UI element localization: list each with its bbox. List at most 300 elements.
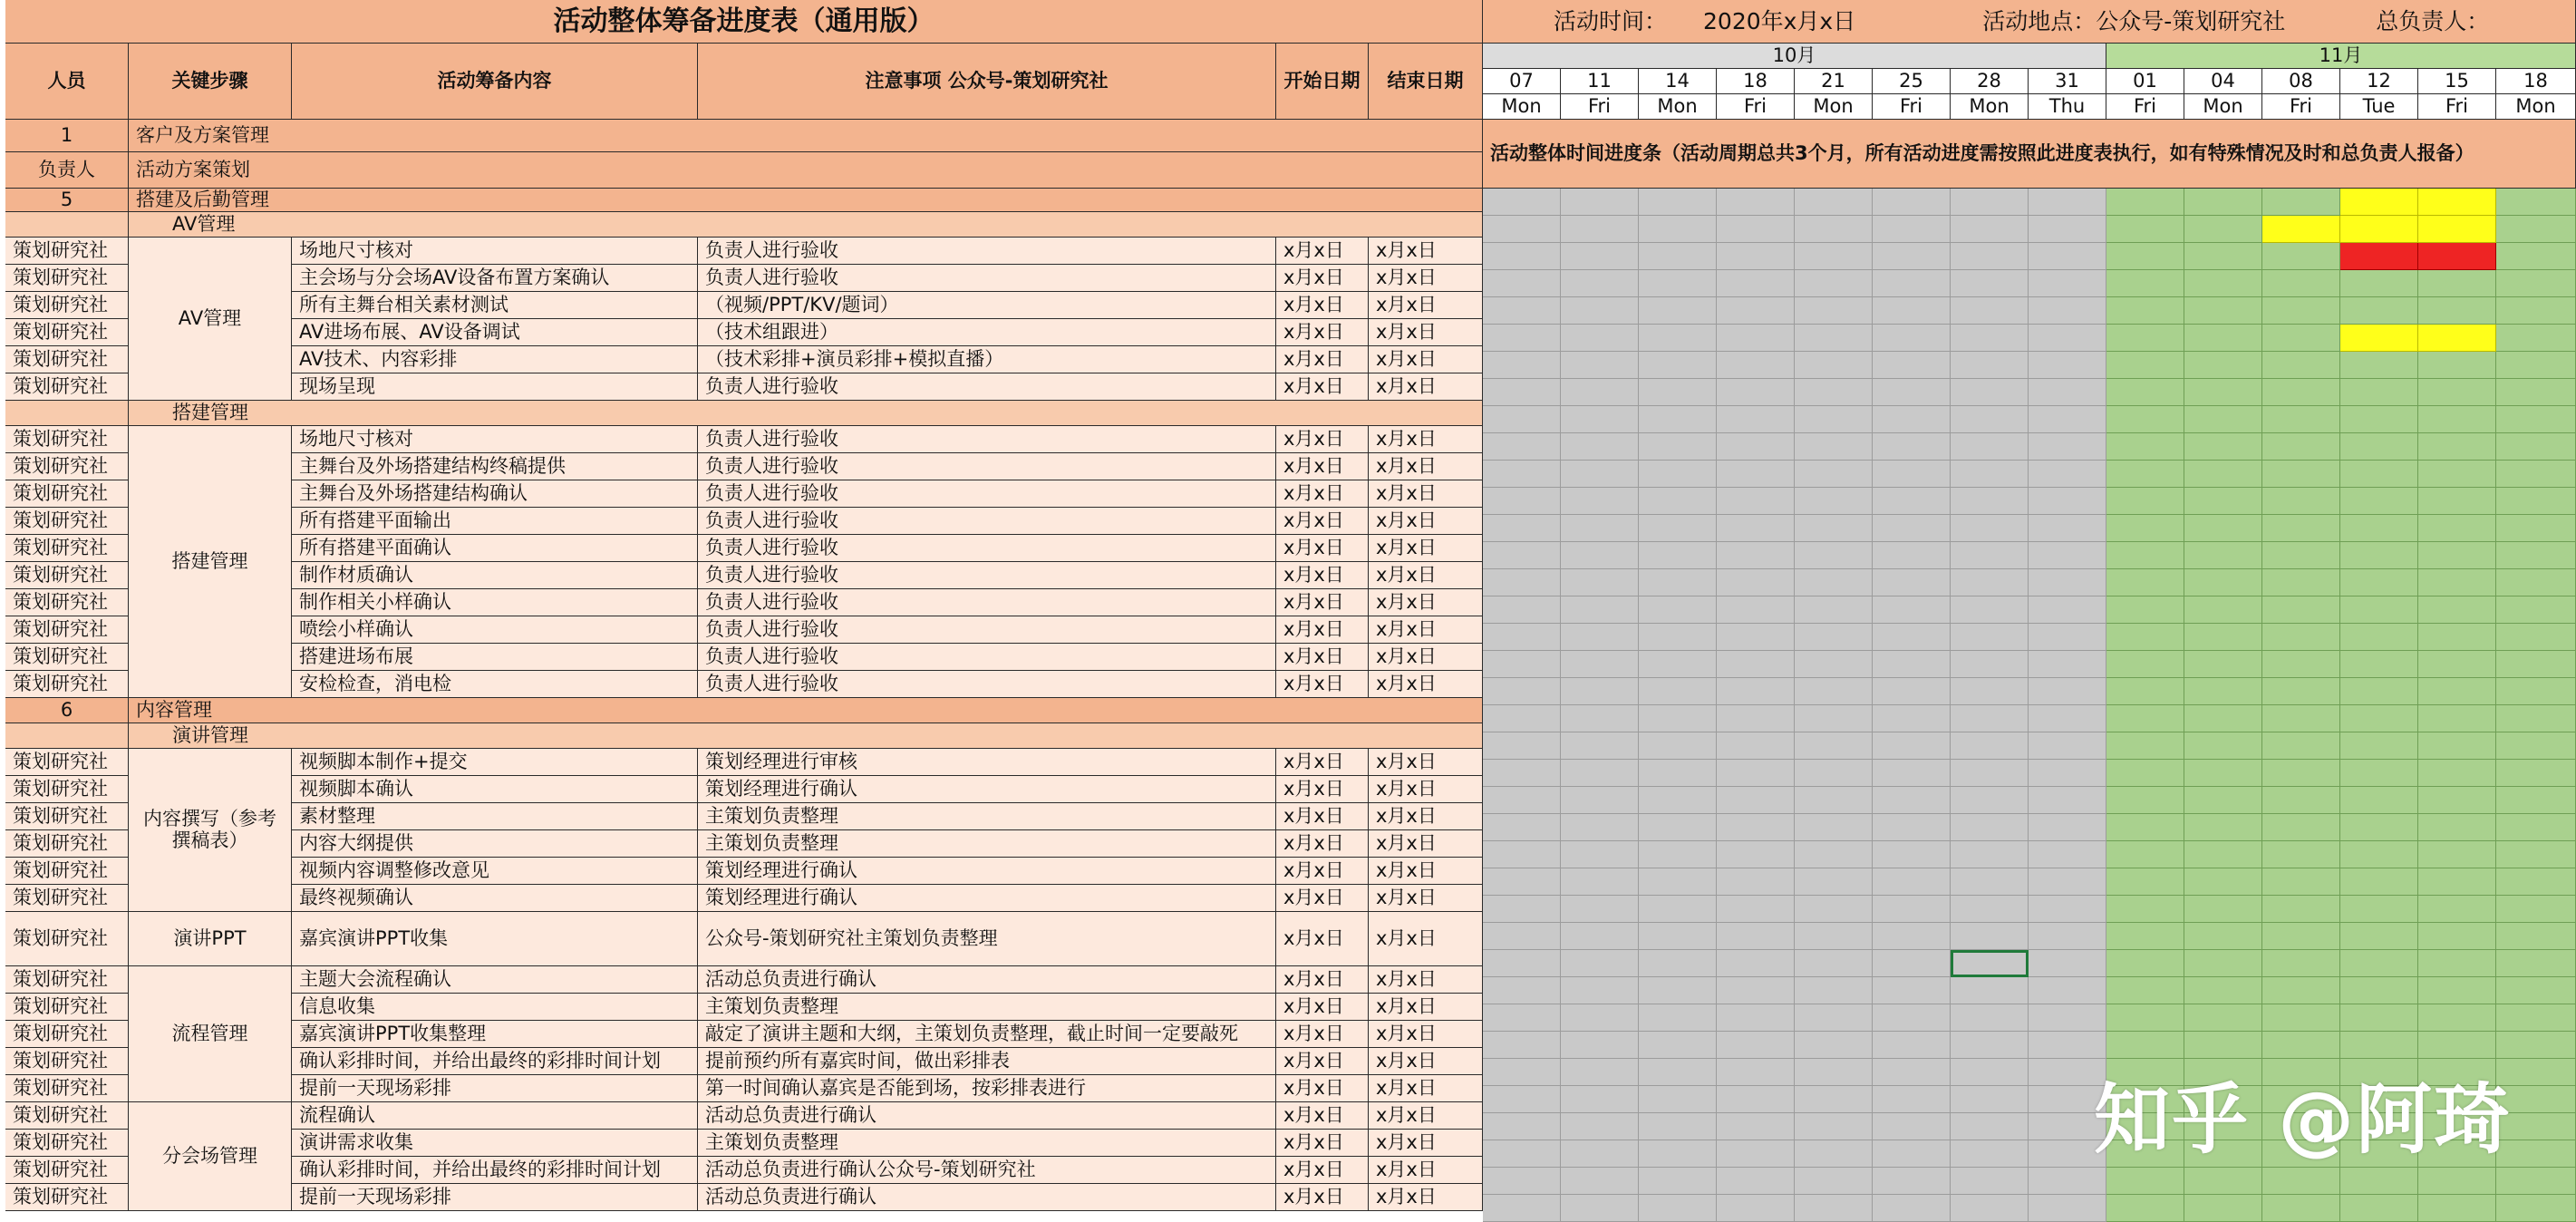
row-content-1[interactable]: 主会场与分会场AV设备布置方案确认 — [292, 265, 698, 292]
row-end-4[interactable]: x月x日 — [1369, 346, 1483, 373]
timeline-cell[interactable] — [2262, 596, 2340, 624]
timeline-cell[interactable] — [1483, 868, 1561, 896]
timeline-cell[interactable] — [1717, 515, 1795, 542]
timeline-cell[interactable] — [1561, 841, 1639, 868]
timeline-cell[interactable] — [1873, 433, 1951, 461]
row-end-19[interactable]: x月x日 — [1369, 830, 1483, 858]
timeline-cell[interactable] — [2496, 189, 2576, 216]
timeline-cell[interactable] — [2340, 814, 2418, 841]
timeline-cell[interactable] — [1717, 379, 1795, 406]
timeline-cell[interactable] — [2262, 243, 2340, 270]
timeline-cell[interactable] — [1795, 515, 1873, 542]
timeline-cell[interactable] — [1795, 868, 1873, 896]
timeline-cell[interactable] — [2184, 705, 2262, 732]
timeline-cell[interactable] — [2418, 841, 2496, 868]
timeline-cell[interactable] — [1483, 950, 1561, 977]
timeline-cell[interactable] — [1873, 896, 1951, 923]
timeline-cell[interactable] — [1873, 977, 1951, 1004]
timeline-cell[interactable] — [1483, 569, 1561, 596]
timeline-cell[interactable] — [1483, 243, 1561, 270]
timeline-cell[interactable] — [1717, 406, 1795, 433]
timeline-cell[interactable] — [2029, 325, 2106, 352]
timeline-cell[interactable] — [1795, 461, 1873, 488]
row-content-20[interactable]: 视频内容调整修改意见 — [292, 858, 698, 885]
date-header-0[interactable]: 07 — [1483, 69, 1561, 94]
row-end-5[interactable]: x月x日 — [1369, 373, 1483, 401]
timeline-cell[interactable] — [1717, 1168, 1795, 1195]
row-end-23[interactable]: x月x日 — [1369, 966, 1483, 994]
timeline-cell[interactable] — [1483, 651, 1561, 678]
row-note-30[interactable]: 活动总负责进行确认公众号-策划研究社 — [698, 1157, 1276, 1184]
timeline-cell[interactable] — [1639, 896, 1717, 923]
timeline-cell[interactable] — [1873, 325, 1951, 352]
row-person-17[interactable]: 策划研究社 — [5, 776, 129, 803]
timeline-cell[interactable] — [1639, 678, 1717, 705]
timeline-cell[interactable] — [1483, 678, 1561, 705]
date-header-1[interactable]: 11 — [1561, 69, 1639, 94]
timeline-cell[interactable] — [1795, 352, 1873, 379]
timeline-cell[interactable] — [1873, 488, 1951, 515]
timeline-cell[interactable] — [2262, 787, 2340, 814]
timeline-cell[interactable] — [2340, 243, 2418, 270]
row-end-1[interactable]: x月x日 — [1369, 265, 1483, 292]
timeline-cell[interactable] — [2262, 1032, 2340, 1059]
row-note-26[interactable]: 提前预约所有嘉宾时间，做出彩排表 — [698, 1048, 1276, 1075]
timeline-cell[interactable] — [2262, 433, 2340, 461]
timeline-cell[interactable] — [2418, 352, 2496, 379]
timeline-cell[interactable] — [2262, 732, 2340, 760]
timeline-cell[interactable] — [2106, 950, 2184, 977]
timeline-cell[interactable] — [1873, 624, 1951, 651]
row-person-11[interactable]: 策划研究社 — [5, 562, 129, 589]
timeline-cell[interactable] — [2418, 814, 2496, 841]
row-person-31[interactable]: 策划研究社 — [5, 1184, 129, 1211]
row-content-16[interactable]: 视频脚本制作+提交 — [292, 749, 698, 776]
column-header-1[interactable]: 关键步骤 — [129, 44, 292, 120]
timeline-cell[interactable] — [2106, 542, 2184, 569]
row-end-2[interactable]: x月x日 — [1369, 292, 1483, 319]
timeline-cell[interactable] — [1639, 243, 1717, 270]
row-content-30[interactable]: 确认彩排时间，并给出最终的彩排时间计划 — [292, 1157, 698, 1184]
timeline-cell[interactable] — [1795, 923, 1873, 950]
timeline-cell[interactable] — [2184, 243, 2262, 270]
timeline-cell[interactable] — [1561, 678, 1639, 705]
timeline-cell[interactable] — [2262, 216, 2340, 243]
row-end-30[interactable]: x月x日 — [1369, 1157, 1483, 1184]
timeline-cell[interactable] — [1717, 569, 1795, 596]
row-start-7[interactable]: x月x日 — [1276, 453, 1369, 480]
timeline-cell[interactable] — [1795, 814, 1873, 841]
timeline-cell[interactable] — [2029, 841, 2106, 868]
row-content-21[interactable]: 最终视频确认 — [292, 885, 698, 912]
timeline-cell[interactable] — [1483, 1113, 1561, 1140]
timeline-cell[interactable] — [2184, 406, 2262, 433]
timeline-cell[interactable] — [2418, 977, 2496, 1004]
timeline-cell[interactable] — [1483, 189, 1561, 216]
timeline-cell[interactable] — [1951, 325, 2029, 352]
timeline-cell[interactable] — [1717, 841, 1795, 868]
timeline-cell[interactable] — [1873, 651, 1951, 678]
timeline-cell[interactable] — [2184, 624, 2262, 651]
timeline-cell[interactable] — [1717, 1032, 1795, 1059]
timeline-cell[interactable] — [2496, 814, 2576, 841]
timeline-cell[interactable] — [2340, 297, 2418, 325]
timeline-cell[interactable] — [2340, 461, 2418, 488]
timeline-cell[interactable] — [2262, 651, 2340, 678]
timeline-cell[interactable] — [1717, 352, 1795, 379]
row-end-27[interactable]: x月x日 — [1369, 1075, 1483, 1102]
row-start-13[interactable]: x月x日 — [1276, 616, 1369, 644]
timeline-cell[interactable] — [2262, 1004, 2340, 1032]
row-content-4[interactable]: AV技术、内容彩排 — [292, 346, 698, 373]
timeline-cell[interactable] — [2340, 923, 2418, 950]
timeline-cell[interactable] — [2029, 406, 2106, 433]
row-end-8[interactable]: x月x日 — [1369, 480, 1483, 508]
row-person-10[interactable]: 策划研究社 — [5, 535, 129, 562]
row-start-15[interactable]: x月x日 — [1276, 671, 1369, 698]
timeline-cell[interactable] — [1795, 1168, 1873, 1195]
timeline-cell[interactable] — [1873, 189, 1951, 216]
timeline-cell[interactable] — [1483, 787, 1561, 814]
timeline-cell[interactable] — [1639, 542, 1717, 569]
row-note-0[interactable]: 负责人进行验收 — [698, 238, 1276, 265]
date-header-9[interactable]: 04 — [2184, 69, 2262, 94]
row-note-31[interactable]: 活动总负责进行确认 — [698, 1184, 1276, 1211]
row-content-11[interactable]: 制作材质确认 — [292, 562, 698, 589]
timeline-cell[interactable] — [1873, 1168, 1951, 1195]
timeline-cell[interactable] — [2496, 624, 2576, 651]
timeline-cell[interactable] — [2340, 624, 2418, 651]
timeline-cell[interactable] — [2106, 760, 2184, 787]
timeline-cell[interactable] — [1561, 569, 1639, 596]
row-person-21[interactable]: 策划研究社 — [5, 885, 129, 912]
row-note-19[interactable]: 主策划负责整理 — [698, 830, 1276, 858]
timeline-cell[interactable] — [1873, 216, 1951, 243]
row-note-24[interactable]: 主策划负责整理 — [698, 994, 1276, 1021]
timeline-cell[interactable] — [2340, 488, 2418, 515]
timeline-cell[interactable] — [2262, 896, 2340, 923]
timeline-cell[interactable] — [2340, 325, 2418, 352]
timeline-cell[interactable] — [1951, 760, 2029, 787]
timeline-cell[interactable] — [2029, 678, 2106, 705]
timeline-cell[interactable] — [2184, 814, 2262, 841]
row-note-23[interactable]: 活动总负责进行确认 — [698, 966, 1276, 994]
timeline-cell[interactable] — [2184, 950, 2262, 977]
timeline-cell[interactable] — [2418, 325, 2496, 352]
timeline-cell[interactable] — [2184, 379, 2262, 406]
timeline-cell[interactable] — [2184, 352, 2262, 379]
row-person-2[interactable]: 策划研究社 — [5, 292, 129, 319]
timeline-cell[interactable] — [2496, 216, 2576, 243]
row-start-23[interactable]: x月x日 — [1276, 966, 1369, 994]
timeline-cell[interactable] — [2029, 461, 2106, 488]
timeline-cell[interactable] — [1483, 1168, 1561, 1195]
timeline-cell[interactable] — [1951, 243, 2029, 270]
row-start-26[interactable]: x月x日 — [1276, 1048, 1369, 1075]
timeline-cell[interactable] — [1951, 868, 2029, 896]
timeline-cell[interactable] — [1717, 868, 1795, 896]
timeline-cell[interactable] — [1717, 243, 1795, 270]
timeline-cell[interactable] — [1561, 950, 1639, 977]
timeline-cell[interactable] — [1795, 732, 1873, 760]
row-person-26[interactable]: 策划研究社 — [5, 1048, 129, 1075]
timeline-cell[interactable] — [2262, 868, 2340, 896]
row-end-10[interactable]: x月x日 — [1369, 535, 1483, 562]
timeline-cell[interactable] — [2184, 270, 2262, 297]
timeline-cell[interactable] — [2496, 379, 2576, 406]
row-note-17[interactable]: 策划经理进行确认 — [698, 776, 1276, 803]
row-start-21[interactable]: x月x日 — [1276, 885, 1369, 912]
timeline-cell[interactable] — [1873, 1059, 1951, 1086]
row-start-10[interactable]: x月x日 — [1276, 535, 1369, 562]
timeline-cell[interactable] — [2029, 379, 2106, 406]
row-content-24[interactable]: 信息收集 — [292, 994, 698, 1021]
timeline-cell[interactable] — [2106, 189, 2184, 216]
timeline-cell[interactable] — [1795, 705, 1873, 732]
timeline-cell[interactable] — [2418, 569, 2496, 596]
timeline-cell[interactable] — [2184, 433, 2262, 461]
timeline-cell[interactable] — [1951, 1059, 2029, 1086]
row-end-16[interactable]: x月x日 — [1369, 749, 1483, 776]
timeline-cell[interactable] — [2340, 1004, 2418, 1032]
timeline-cell[interactable] — [2496, 868, 2576, 896]
timeline-cell[interactable] — [2106, 243, 2184, 270]
timeline-cell[interactable] — [1873, 542, 1951, 569]
timeline-cell[interactable] — [2029, 923, 2106, 950]
timeline-cell[interactable] — [2340, 433, 2418, 461]
timeline-cell[interactable] — [1639, 270, 1717, 297]
timeline-cell[interactable] — [2496, 787, 2576, 814]
row-note-15[interactable]: 负责人进行验收 — [698, 671, 1276, 698]
row-start-16[interactable]: x月x日 — [1276, 749, 1369, 776]
timeline-cell[interactable] — [1717, 189, 1795, 216]
row-start-31[interactable]: x月x日 — [1276, 1184, 1369, 1211]
timeline-cell[interactable] — [2262, 379, 2340, 406]
timeline-cell[interactable] — [1717, 1086, 1795, 1113]
timeline-cell[interactable] — [1795, 569, 1873, 596]
timeline-cell[interactable] — [1951, 678, 2029, 705]
timeline-cell[interactable] — [2496, 406, 2576, 433]
timeline-cell[interactable] — [2340, 896, 2418, 923]
timeline-cell[interactable] — [1561, 379, 1639, 406]
timeline-cell[interactable] — [2262, 406, 2340, 433]
timeline-cell[interactable] — [1561, 243, 1639, 270]
row-start-29[interactable]: x月x日 — [1276, 1130, 1369, 1157]
timeline-cell[interactable] — [2262, 1168, 2340, 1195]
timeline-cell[interactable] — [2340, 406, 2418, 433]
timeline-cell[interactable] — [1873, 1113, 1951, 1140]
timeline-cell[interactable] — [1873, 1004, 1951, 1032]
timeline-cell[interactable] — [2418, 406, 2496, 433]
timeline-cell[interactable] — [1873, 461, 1951, 488]
timeline-cell[interactable] — [1717, 1195, 1795, 1222]
row-note-6[interactable]: 负责人进行验收 — [698, 426, 1276, 453]
timeline-cell[interactable] — [2184, 841, 2262, 868]
timeline-cell[interactable] — [1483, 1059, 1561, 1086]
timeline-cell[interactable] — [2184, 896, 2262, 923]
timeline-cell[interactable] — [1873, 270, 1951, 297]
timeline-cell[interactable] — [2106, 1032, 2184, 1059]
timeline-cell[interactable] — [2106, 1004, 2184, 1032]
row-content-29[interactable]: 演讲需求收集 — [292, 1130, 698, 1157]
date-header-13[interactable]: 18 — [2496, 69, 2576, 94]
timeline-cell[interactable] — [1639, 841, 1717, 868]
timeline-cell[interactable] — [1561, 1140, 1639, 1168]
timeline-cell[interactable] — [1951, 814, 2029, 841]
timeline-cell[interactable] — [1873, 760, 1951, 787]
timeline-cell[interactable] — [2496, 243, 2576, 270]
timeline-cell[interactable] — [2184, 542, 2262, 569]
timeline-cell[interactable] — [2262, 760, 2340, 787]
row-content-6[interactable]: 场地尺寸核对 — [292, 426, 698, 453]
row-content-17[interactable]: 视频脚本确认 — [292, 776, 698, 803]
timeline-cell[interactable] — [1717, 705, 1795, 732]
timeline-cell[interactable] — [1639, 379, 1717, 406]
timeline-cell[interactable] — [2029, 705, 2106, 732]
row-end-6[interactable]: x月x日 — [1369, 426, 1483, 453]
row-note-20[interactable]: 策划经理进行确认 — [698, 858, 1276, 885]
timeline-cell[interactable] — [1561, 1004, 1639, 1032]
timeline-cell[interactable] — [1561, 977, 1639, 1004]
timeline-cell[interactable] — [1639, 1059, 1717, 1086]
timeline-cell[interactable] — [2106, 1168, 2184, 1195]
timeline-cell[interactable] — [1639, 705, 1717, 732]
timeline-cell[interactable] — [1561, 1032, 1639, 1059]
timeline-cell[interactable] — [1951, 216, 2029, 243]
timeline-cell[interactable] — [2340, 732, 2418, 760]
timeline-cell[interactable] — [1639, 325, 1717, 352]
timeline-cell[interactable] — [2496, 651, 2576, 678]
timeline-cell[interactable] — [2029, 596, 2106, 624]
timeline-cell[interactable] — [1717, 787, 1795, 814]
timeline-cell[interactable] — [2418, 1004, 2496, 1032]
timeline-cell[interactable] — [1951, 1140, 2029, 1168]
timeline-cell[interactable] — [2340, 760, 2418, 787]
timeline-cell[interactable] — [2106, 270, 2184, 297]
timeline-cell[interactable] — [1795, 1195, 1873, 1222]
row-content-18[interactable]: 素材整理 — [292, 803, 698, 830]
timeline-cell[interactable] — [1873, 1086, 1951, 1113]
timeline-cell[interactable] — [1795, 433, 1873, 461]
timeline-cell[interactable] — [2106, 868, 2184, 896]
timeline-cell[interactable] — [1639, 651, 1717, 678]
timeline-cell[interactable] — [2106, 433, 2184, 461]
timeline-cell[interactable] — [2029, 515, 2106, 542]
timeline-cell[interactable] — [2029, 488, 2106, 515]
row-content-25[interactable]: 嘉宾演讲PPT收集整理 — [292, 1021, 698, 1048]
timeline-cell[interactable] — [1717, 624, 1795, 651]
timeline-cell[interactable] — [1483, 433, 1561, 461]
timeline-cell[interactable] — [1639, 1032, 1717, 1059]
timeline-cell[interactable] — [1873, 297, 1951, 325]
timeline-cell[interactable] — [1951, 189, 2029, 216]
timeline-cell[interactable] — [2106, 624, 2184, 651]
row-start-0[interactable]: x月x日 — [1276, 238, 1369, 265]
timeline-cell[interactable] — [1717, 923, 1795, 950]
timeline-cell[interactable] — [1561, 216, 1639, 243]
timeline-cell[interactable] — [1795, 189, 1873, 216]
row-end-0[interactable]: x月x日 — [1369, 238, 1483, 265]
timeline-cell[interactable] — [1483, 596, 1561, 624]
timeline-cell[interactable] — [1873, 787, 1951, 814]
timeline-cell[interactable] — [1483, 461, 1561, 488]
timeline-cell[interactable] — [2106, 896, 2184, 923]
row-person-15[interactable]: 策划研究社 — [5, 671, 129, 698]
timeline-cell[interactable] — [2029, 270, 2106, 297]
row-person-16[interactable]: 策划研究社 — [5, 749, 129, 776]
row-content-31[interactable]: 提前一天现场彩排 — [292, 1184, 698, 1211]
timeline-cell[interactable] — [2418, 596, 2496, 624]
timeline-cell[interactable] — [1951, 841, 2029, 868]
timeline-cell[interactable] — [2029, 189, 2106, 216]
timeline-cell[interactable] — [2262, 705, 2340, 732]
timeline-cell[interactable] — [1639, 297, 1717, 325]
timeline-cell[interactable] — [2340, 569, 2418, 596]
timeline-cell[interactable] — [2496, 760, 2576, 787]
timeline-cell[interactable] — [1483, 379, 1561, 406]
row-end-31[interactable]: x月x日 — [1369, 1184, 1483, 1211]
timeline-cell[interactable] — [2029, 760, 2106, 787]
timeline-cell[interactable] — [1483, 325, 1561, 352]
date-header-2[interactable]: 14 — [1639, 69, 1717, 94]
column-header-4[interactable]: 开始日期 — [1276, 44, 1369, 120]
timeline-cell[interactable] — [1795, 297, 1873, 325]
timeline-cell[interactable] — [1951, 297, 2029, 325]
timeline-cell[interactable] — [2418, 515, 2496, 542]
row-content-27[interactable]: 提前一天现场彩排 — [292, 1075, 698, 1102]
row-content-8[interactable]: 主舞台及外场搭建结构确认 — [292, 480, 698, 508]
timeline-cell[interactable] — [1873, 950, 1951, 977]
row-person-4[interactable]: 策划研究社 — [5, 346, 129, 373]
timeline-cell[interactable] — [1717, 760, 1795, 787]
timeline-cell[interactable] — [1951, 542, 2029, 569]
row-content-3[interactable]: AV进场布展、AV设备调试 — [292, 319, 698, 346]
row-end-18[interactable]: x月x日 — [1369, 803, 1483, 830]
date-header-3[interactable]: 18 — [1717, 69, 1795, 94]
timeline-cell[interactable] — [1795, 787, 1873, 814]
timeline-cell[interactable] — [2262, 624, 2340, 651]
timeline-cell[interactable] — [2262, 678, 2340, 705]
timeline-cell[interactable] — [2418, 542, 2496, 569]
timeline-cell[interactable] — [1639, 868, 1717, 896]
timeline-cell[interactable] — [1951, 596, 2029, 624]
row-note-16[interactable]: 策划经理进行审核 — [698, 749, 1276, 776]
timeline-cell[interactable] — [2106, 705, 2184, 732]
timeline-cell[interactable] — [1873, 814, 1951, 841]
timeline-cell[interactable] — [2106, 352, 2184, 379]
row-content-19[interactable]: 内容大纲提供 — [292, 830, 698, 858]
timeline-cell[interactable] — [1483, 1086, 1561, 1113]
row-content-22[interactable]: 嘉宾演讲PPT收集 — [292, 912, 698, 966]
timeline-cell[interactable] — [1717, 325, 1795, 352]
timeline-cell[interactable] — [1873, 868, 1951, 896]
timeline-cell[interactable] — [1717, 488, 1795, 515]
timeline-cell[interactable] — [1795, 1086, 1873, 1113]
timeline-cell[interactable] — [1561, 1113, 1639, 1140]
timeline-cell[interactable] — [2029, 297, 2106, 325]
row-person-14[interactable]: 策划研究社 — [5, 644, 129, 671]
timeline-cell[interactable] — [1483, 542, 1561, 569]
timeline-cell[interactable] — [2418, 651, 2496, 678]
timeline-cell[interactable] — [2029, 950, 2106, 977]
row-person-0[interactable]: 策划研究社 — [5, 238, 129, 265]
timeline-cell[interactable] — [1795, 841, 1873, 868]
row-start-30[interactable]: x月x日 — [1276, 1157, 1369, 1184]
timeline-cell[interactable] — [2496, 678, 2576, 705]
row-start-22[interactable]: x月x日 — [1276, 912, 1369, 966]
timeline-cell[interactable] — [1483, 760, 1561, 787]
timeline-cell[interactable] — [1873, 678, 1951, 705]
